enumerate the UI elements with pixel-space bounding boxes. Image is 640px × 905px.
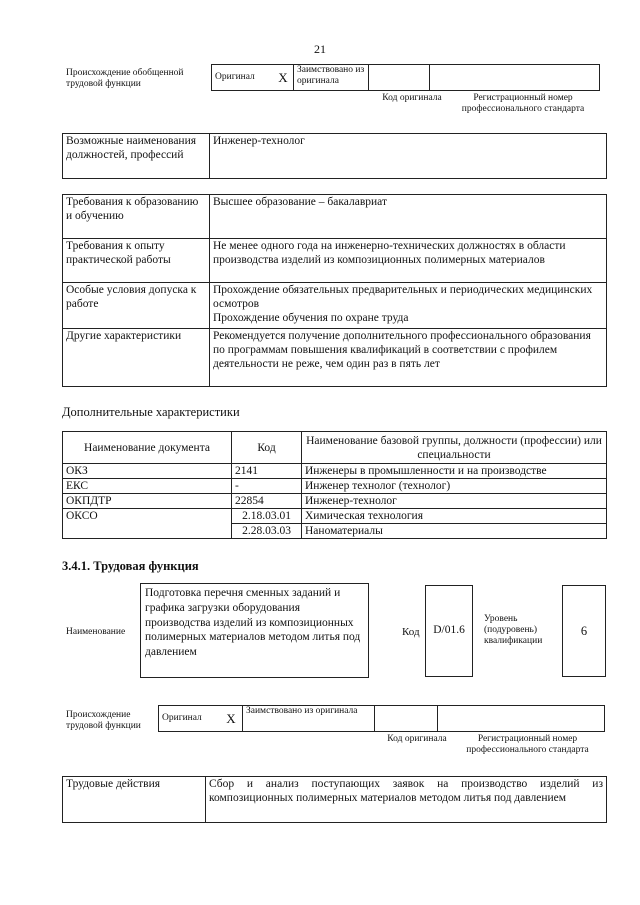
req-education-label: Требования к образованию и обучению: [63, 195, 210, 239]
extra-name: Наноматериалы: [302, 524, 607, 539]
origin-label: Происхождение обобщенной трудовой функции: [66, 68, 184, 89]
table-row: [63, 479, 607, 494]
actions-value: Сбор и анализ поступающих заявок на производство изделий из композиционных полимерных материалов методом литья под давлением: [206, 777, 607, 823]
origin2-borrowed: Заимствовано из оригинала: [243, 706, 375, 732]
origin2-label: Происхождение трудовой функции: [66, 710, 141, 731]
origin2-mark: X: [220, 706, 243, 732]
origin2-reg-cell: [438, 706, 605, 732]
req-conditions-label: Особые условия допуска к работе: [63, 283, 210, 329]
origin-code-caption: Код оригинала: [382, 93, 442, 103]
req-experience-value: Не менее одного года на инженерно-технических должностях в области производства изделий из композиционных полимерных материалов: [210, 239, 607, 283]
origin-reg-caption: Регистрационный номер профессионального стандарта: [461, 93, 585, 114]
table-row: [63, 494, 607, 509]
origin-reg-cell: [430, 65, 600, 91]
req-education-value: Высшее образование – бакалавриат: [210, 195, 607, 239]
page-number: 21: [314, 42, 326, 56]
function-name-label: Наименование: [66, 627, 126, 637]
extra-header-code: Код: [232, 432, 302, 464]
origin2-reg-caption: Регистрационный номер профессионального стандарта: [466, 734, 589, 755]
function-name-value: Подготовка перечня сменных заданий и графика загрузки оборудования производства изделий из композиционных полимерных материалов методом литья под давлением: [140, 583, 369, 678]
req-conditions-cell: [210, 283, 607, 329]
function-level-value: 6: [562, 585, 606, 677]
function-level-label: Уровень (подуровень) квалификации: [484, 614, 543, 646]
extra-doc: ЕКС: [63, 479, 232, 494]
positions-label: Возможные наименования должностей, профессий: [63, 134, 210, 179]
extra-name: Химическая технология: [302, 509, 607, 524]
extra-table: [62, 431, 607, 539]
positions-value: Инженер-технолог: [210, 134, 607, 179]
origin-table: [211, 64, 600, 91]
section-title: 3.4.1. Трудовая функция: [62, 559, 199, 573]
table-row: [63, 509, 607, 524]
origin2-table: [158, 705, 605, 732]
origin2-code-cell: [375, 706, 438, 732]
function-code-value: D/01.6: [425, 585, 473, 677]
extra-header-name: Наименование базовой группы, должности (профессии) или специальности: [302, 432, 607, 464]
table-row: [63, 464, 607, 479]
extra-doc: ОКПДТР: [63, 494, 232, 509]
positions-table: [62, 133, 607, 179]
origin2-code-caption: Код оригинала: [387, 734, 447, 744]
extra-name: Инженер технолог (технолог): [302, 479, 607, 494]
extra-doc: ОКСО: [63, 509, 232, 539]
origin-code-cell: [369, 65, 430, 91]
function-code-label: Код: [402, 626, 420, 638]
extra-doc: ОКЗ: [63, 464, 232, 479]
req-conditions-value: Прохождение обязательных предварительных и периодических медицинских осмотров: [213, 284, 593, 310]
extra-name: Инженер-технолог: [302, 494, 607, 509]
requirements-table: [62, 194, 607, 387]
origin-mark: X: [273, 65, 294, 91]
extra-code: 2.28.03.03: [232, 524, 302, 539]
origin-original: Оригинал: [212, 65, 274, 91]
extra-code: 2141: [232, 464, 302, 479]
actions-table: [62, 776, 607, 823]
req-other-label: Другие характеристики: [63, 329, 210, 387]
extra-code: 22854: [232, 494, 302, 509]
origin2-original: Оригинал: [159, 706, 221, 732]
extra-title: Дополнительные характеристики: [62, 405, 240, 419]
extra-code: -: [232, 479, 302, 494]
req-conditions-value-2: Прохождение обучения по охране труда: [213, 312, 409, 324]
extra-header-doc: Наименование документа: [63, 432, 232, 464]
origin-borrowed: Заимствовано из оригинала: [294, 65, 369, 91]
extra-name: Инженеры в промышленности и на производстве: [302, 464, 607, 479]
extra-code: 2.18.03.01: [232, 509, 302, 524]
actions-label: Трудовые действия: [63, 777, 206, 823]
req-experience-label: Требования к опыту практической работы: [63, 239, 210, 283]
req-other-value: Рекомендуется получение дополнительного профессионального образования по программам повышения квалификаций в соответствии с профилем деятельности не реже, чем один раз в пять лет: [210, 329, 607, 387]
